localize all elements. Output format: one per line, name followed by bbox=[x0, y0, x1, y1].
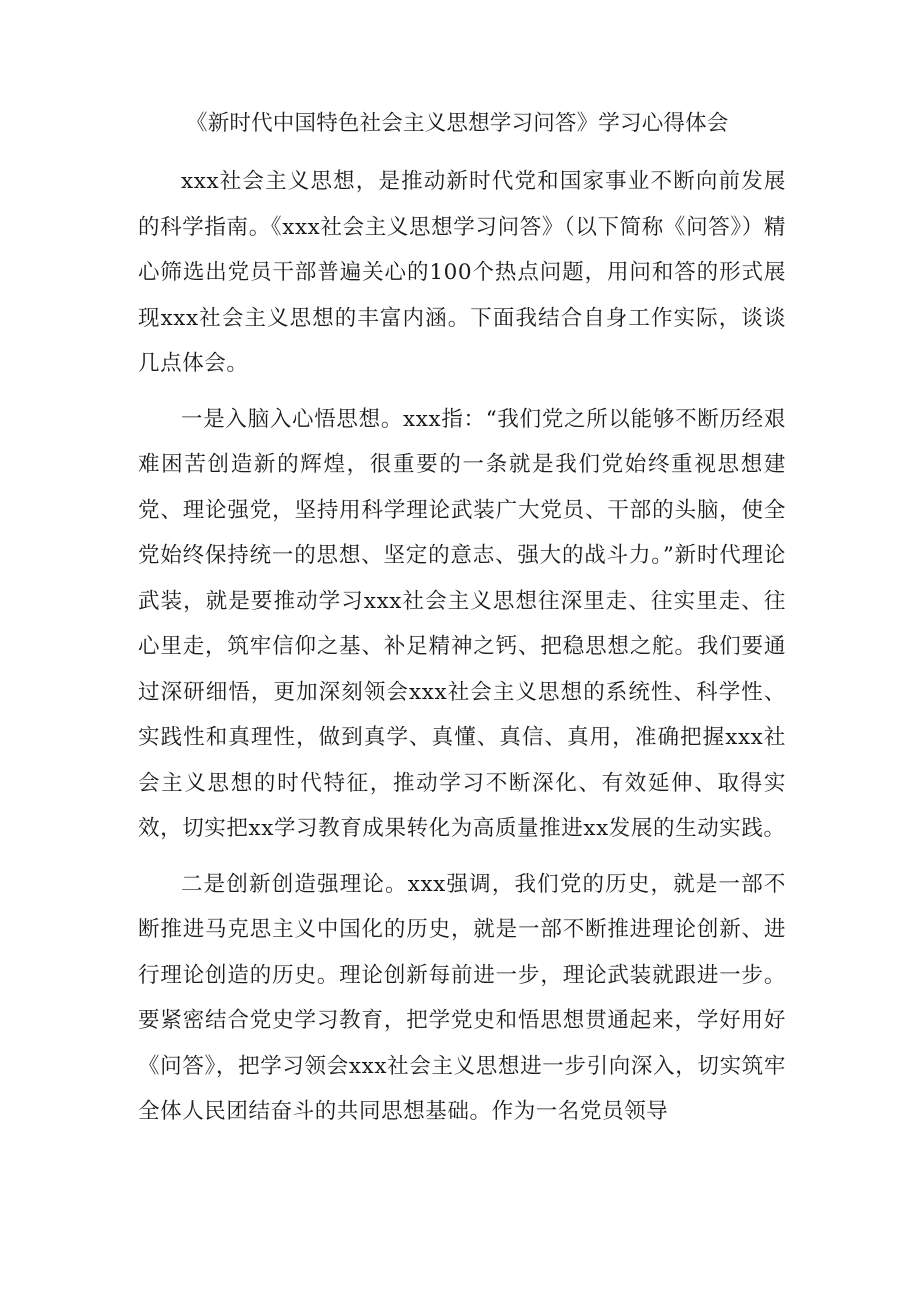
paragraph-intro: xxx社会主义思想，是推动新时代党和国家事业不断向前发展的科学指南。《xxx社会主义思想学习问答》（以下简称《问答》）精心筛选出党员干部普遍关心的100个热点问题，用问和答的形式展现xxx社会主义思想的丰富内涵。下面我结合自身工作实际，谈谈几点体会。 bbox=[138, 169, 786, 376]
document-title: 《新时代中国特色社会主义思想学习问答》学习心得体会 bbox=[186, 111, 729, 136]
document-page bbox=[138, 101, 786, 1145]
paragraph-point-two: 二是创新创造强理论。xxx强调，我们党的历史，就是一部不断推进马克思主义中国化的历史，就是一部不断推进理论创新、进行理论创造的历史。理论创新每前进一步，理论武装就跟进一步。要紧密结合党史学习教育，把学党史和悟思想贯通起来，学好用好《问答》，把学习领会xxx社会主义思想进一步引向深入，切实筑牢全体人民团结奋斗的共同思想基础。作为一名党员领导 bbox=[138, 871, 786, 1124]
paragraph-point-one: 一是入脑入心悟思想。xxx指：“我们党之所以能够不断历经艰难困苦创造新的辉煌，很重要的一条就是我们党始终重视思想建党、理论强党，坚持用科学理论武装广大党员、干部的头脑，使全党始终保持统一的思想、坚定的意志、强大的战斗力。”新时代理论武装，就是要推动学习xxx社会主义思想往深里走、往实里走、往心里走，筑牢信仰之基、补足精神之钙、把稳思想之舵。我们要通过深研细悟，更加深刻领会xxx社会主义思想的系统性、科学性、实践性和真理性，做到真学、真懂、真信、真用，准确把握xxx社会主义思想的时代特征，推动学习不断深化、有效延伸、取得实效，切实把xx学习教育成果转化为高质量推进xx发展的生动实践。 bbox=[138, 406, 786, 841]
